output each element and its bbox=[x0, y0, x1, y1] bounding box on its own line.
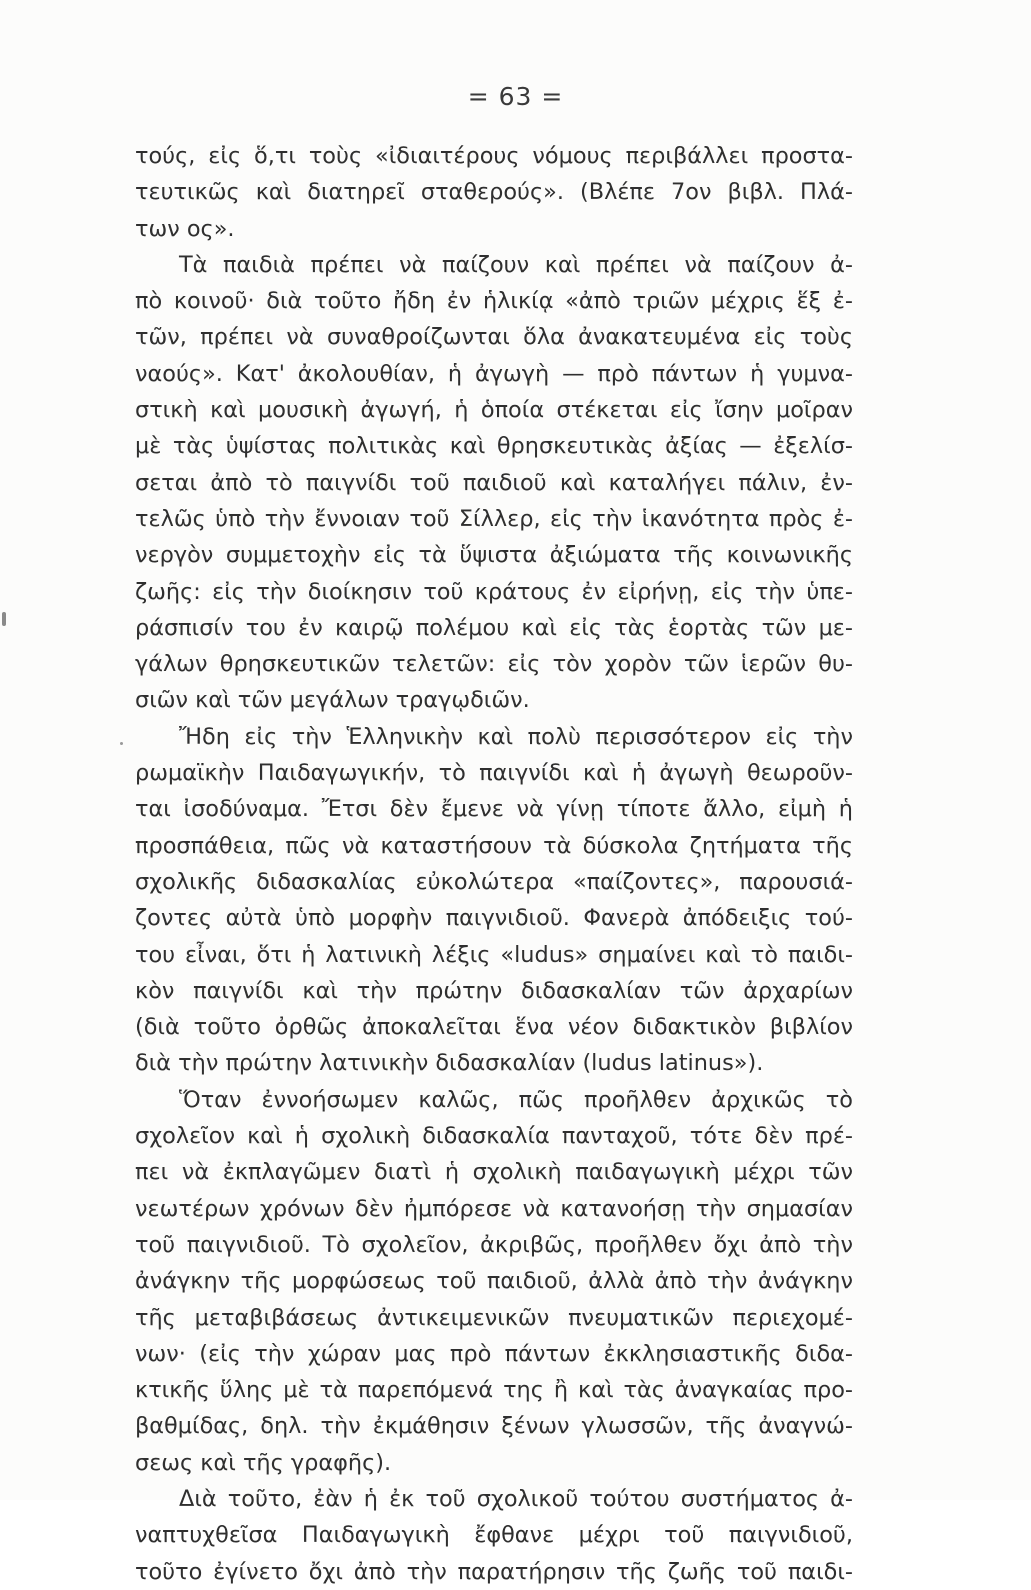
text-line: τευτικῶς καὶ διατηρεῖ σταθερούς». (Βλέπε 7ον βιβλ. Πλά- bbox=[135, 179, 853, 206]
text-line: ναπτυχθεῖσα Παιδαγωγικὴ ἔφθανε μέχρι τοῦ παιγνιδιοῦ, bbox=[135, 1522, 853, 1549]
text-line: βαθμίδας, δηλ. τὴν ἐκμάθησιν ξένων γλωσσῶν, τῆς ἀναγνώ- bbox=[135, 1413, 853, 1440]
text-line: γάλων θρησκευτικῶν τελετῶν: εἰς τὸν χορὸν τῶν ἱερῶν θυ- bbox=[135, 651, 853, 678]
page-number: = 63 = bbox=[467, 82, 564, 111]
body-text bbox=[135, 138, 853, 1590]
text-line: προσπάθεια, πῶς νὰ καταστήσουν τὰ δύσκολα ζητήματα τῆς bbox=[135, 832, 853, 859]
text-line: νεωτέρων χρόνων δὲν ἠμπόρεσε νὰ κατανοήσῃ τὴν σημασίαν bbox=[135, 1195, 853, 1222]
text-line: του εἶναι, ὅτι ἡ λατινικὴ λέξις «ludus» σημαίνει καὶ τὸ παιδι- bbox=[135, 941, 853, 968]
text-line: κὸν παιγνίδι καὶ τὴν πρώτην διδασκαλίαν τῶν ἀρχαρίων bbox=[135, 977, 853, 1004]
text-line: ζωῆς: εἰς τὴν διοίκησιν τοῦ κράτους ἐν εἰρήνῃ, εἰς τὴν ὑπε- bbox=[135, 578, 853, 605]
text-line: ρωμαϊκὴν Παιδαγωγικήν, τὸ παιγνίδι καὶ ἡ ἀγωγὴ θεωροῦν- bbox=[135, 760, 853, 787]
text-line: τελῶς ὑπὸ τὴν ἔννοιαν τοῦ Σίλλερ, εἰς τὴν ἱκανότητα πρὸς ἐ- bbox=[135, 505, 853, 532]
margin-mark bbox=[2, 612, 6, 626]
text-line: Ἤδη εἰς τὴν Ἑλληνικὴν καὶ πολὺ περισσότερον εἰς τὴν bbox=[179, 723, 853, 750]
text-line: Τὰ παιδιὰ πρέπει νὰ παίζουν καὶ πρέπει νὰ παίζουν ἀ- bbox=[179, 251, 853, 278]
text-line: ται ἰσοδύναμα. Ἔτσι δὲν ἔμενε νὰ γίνῃ τίποτε ἄλλο, εἰμὴ ἡ bbox=[135, 796, 853, 823]
text-line: στικὴ καὶ μουσικὴ ἀγωγή, ἡ ὁποία στέκεται εἰς ἴσην μοῖραν bbox=[135, 397, 853, 424]
text-line: μὲ τὰς ὑψίστας πολιτικὰς καὶ θρησκευτικὰς ἀξίας — ἐξελίσ- bbox=[135, 433, 853, 460]
text-line: ράσπισίν του ἐν καιρῷ πολέμου καὶ εἰς τὰς ἑορτὰς τῶν με- bbox=[135, 614, 853, 641]
text-line: νεργὸν συμμετοχὴν εἰς τὰ ὕψιστα ἀξιώματα τῆς κοινωνικῆς bbox=[135, 542, 853, 569]
text-line: Ὅταν ἐννοήσωμεν καλῶς, πῶς προῆλθεν ἀρχικῶς τὸ bbox=[179, 1086, 853, 1113]
text-line: τῶν, πρέπει νὰ συναθροίζωνται ὅλα ἀνακατευμένα εἰς τοὺς bbox=[135, 324, 853, 351]
text-line: ζοντες αὐτὰ ὑπὸ μορφὴν παιγνιδιοῦ. Φανερὰ ἀπόδειξις τού- bbox=[135, 905, 853, 932]
text-line: νων· (εἰς τὴν χώραν μας πρὸ πάντων ἐκκλησιαστικῆς διδα- bbox=[135, 1340, 853, 1367]
text-line: πει νὰ ἐκπλαγῶμεν διατὶ ἡ σχολικὴ παιδαγωγικὴ μέχρι τῶν bbox=[135, 1159, 853, 1186]
text-line: τῆς μεταβιβάσεως ἀντικειμενικῶν πνευματικῶν περιεχομέ- bbox=[135, 1304, 853, 1331]
text-line: κτικῆς ὕλης μὲ τὰ παρεπόμενά της ἢ καὶ τὰς ἀναγκαίας προ- bbox=[135, 1377, 853, 1404]
text-line: σεται ἀπὸ τὸ παιγνίδι τοῦ παιδιοῦ καὶ καταλήγει πάλιν, ἐν- bbox=[135, 469, 853, 496]
text-line: σχολεῖον καὶ ἡ σχολικὴ διδασκαλία πανταχοῦ, τότε δὲν πρέ- bbox=[135, 1123, 853, 1150]
text-line: (διὰ τοῦτο ὀρθῶς ἀποκαλεῖται ἕνα νέον διδακτικὸν βιβλίον bbox=[135, 1014, 853, 1041]
text-line: Διὰ τοῦτο, ἐὰν ἡ ἐκ τοῦ σχολικοῦ τούτου συστήματος ἀ- bbox=[179, 1485, 853, 1512]
text-line: διὰ τὴν πρώτην λατινικὴν διδασκαλίαν (ludus latinus»). bbox=[135, 1050, 764, 1077]
text-line: τούς, εἰς ὅ,τι τοὺς «ἰδιαιτέρους νόμους περιβάλλει προστα- bbox=[135, 143, 853, 169]
text-line: πὸ κοινοῦ· διὰ τοῦτο ἤδη ἐν ἡλικίᾳ «ἀπὸ τριῶν μέχρις ἕξ ἐ- bbox=[135, 288, 853, 315]
text-line: των ος». bbox=[135, 215, 235, 242]
text-line: σιῶν καὶ τῶν μεγάλων τραγῳδιῶν. bbox=[135, 687, 530, 714]
text-line: σχολικῆς διδασκαλίας εὐκολώτερα «παίζοντες», παρουσιά- bbox=[135, 868, 853, 895]
text-line: ναούς». Κατ' ἀκολουθίαν, ἡ ἀγωγὴ — πρὸ πάντων ἡ γυμνα- bbox=[135, 360, 853, 387]
text-line: τοῦτο ἐγίνετο ὄχι ἀπὸ τὴν παρατήρησιν τῆς ζωῆς τοῦ παιδι- bbox=[135, 1558, 853, 1585]
text-line: σεως καὶ τῆς γραφῆς). bbox=[135, 1449, 392, 1476]
text-line: ἀνάγκην τῆς μορφώσεως τοῦ παιδιοῦ, ἀλλὰ ἀπὸ τὴν ἀνάγκην bbox=[135, 1268, 853, 1295]
margin-dot bbox=[120, 742, 123, 745]
text-line: τοῦ παιγνιδιοῦ. Τὸ σχολεῖον, ἀκριβῶς, προῆλθεν ὄχι ἀπὸ τὴν bbox=[135, 1231, 853, 1258]
